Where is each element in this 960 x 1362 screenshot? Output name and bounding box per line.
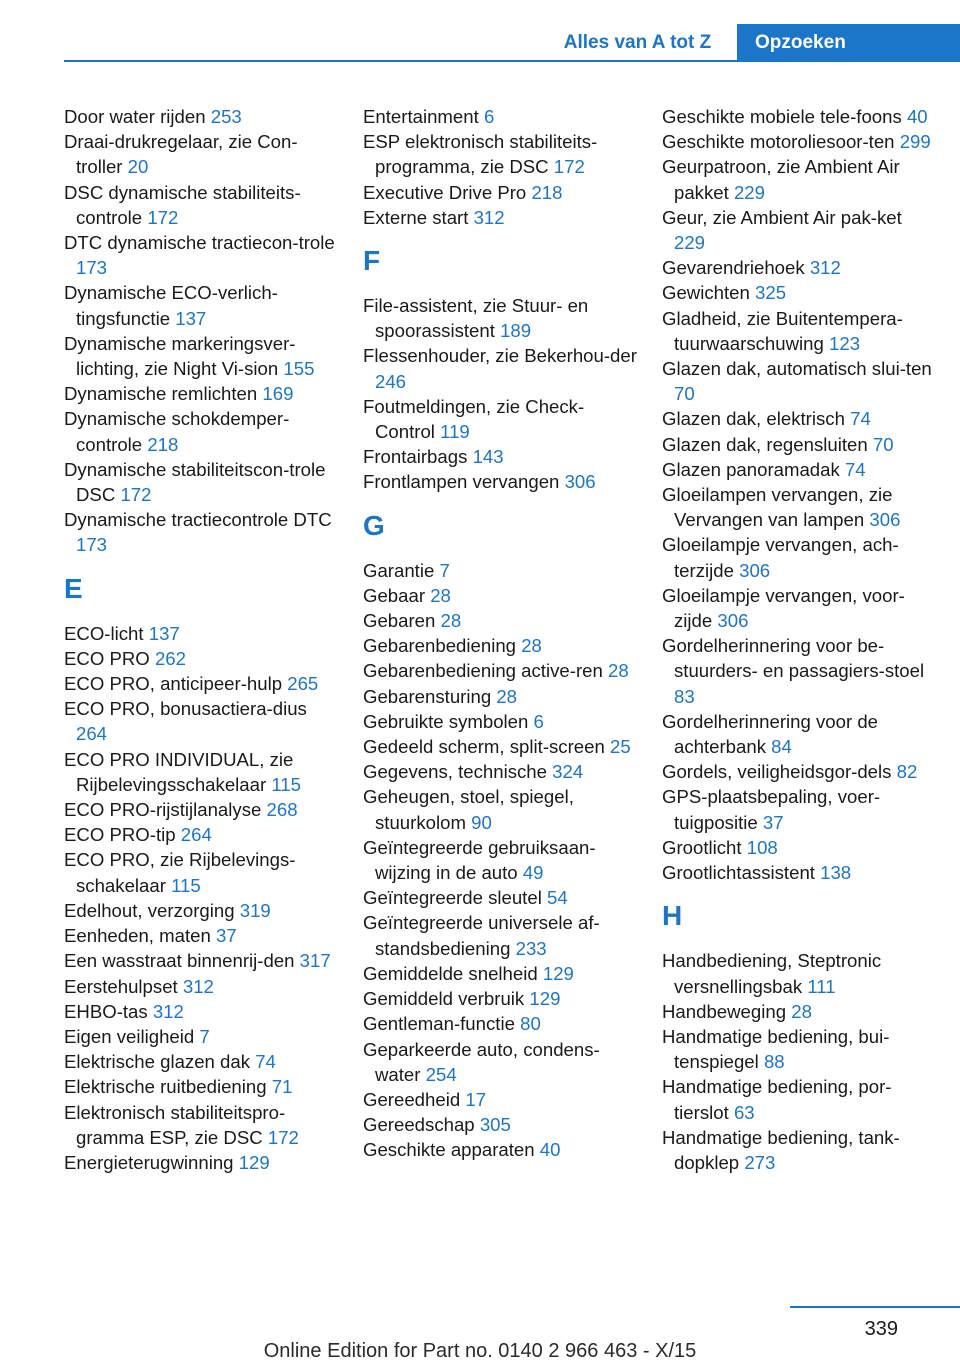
- index-term: Dynamische tractiecontrole DTC: [64, 509, 332, 531]
- page-reference-link[interactable]: 218: [531, 181, 563, 203]
- index-term: Eigen veiligheid: [64, 1025, 195, 1047]
- index-entry: [64, 747, 339, 797]
- index-term: Garantie: [363, 559, 435, 581]
- index-entry: [64, 898, 339, 923]
- page-reference-link[interactable]: 299: [899, 131, 931, 153]
- page-reference-link[interactable]: 172: [147, 206, 179, 228]
- index-entry: [363, 684, 638, 709]
- page-reference-link[interactable]: 137: [175, 307, 207, 329]
- index-term: Glazen dak, elektrisch: [662, 408, 845, 430]
- index-entry: [662, 356, 937, 406]
- index-entry: [64, 381, 339, 406]
- index-entry: [363, 343, 638, 393]
- index-entry: [363, 734, 638, 759]
- page-reference-link[interactable]: 312: [473, 206, 505, 228]
- index-term: ESP elektronisch stabiliteits-programma, zie DSC: [363, 131, 598, 178]
- page-reference-link[interactable]: 253: [210, 106, 242, 127]
- index-term: Geparkeerde auto, condens-water: [363, 1038, 600, 1085]
- index-term: ECO-licht: [64, 622, 144, 644]
- index-entry: [662, 1024, 937, 1074]
- index-term: Gloeilampje vervangen, voor-zijde: [662, 584, 905, 632]
- index-entry: [662, 129, 937, 154]
- index-entry: [662, 306, 937, 356]
- index-entry: [64, 621, 339, 646]
- index-term: Gedeeld scherm, split-screen: [363, 736, 605, 758]
- index-term: File-assistent, zie Stuur- en spoorassistent: [363, 295, 589, 342]
- page-reference-link[interactable]: 115: [271, 773, 301, 795]
- index-entry: [64, 457, 339, 507]
- page-reference-link[interactable]: 254: [425, 1063, 457, 1085]
- page-reference-link[interactable]: 189: [500, 320, 532, 342]
- index-term: Handbeweging: [662, 1000, 787, 1022]
- index-term: Gemiddelde snelheid: [363, 962, 538, 984]
- index-term: Dynamische schokdemper-controle: [64, 408, 290, 455]
- index-term: Glazen dak, automatisch slui-ten: [662, 358, 932, 380]
- index-entry: [64, 1150, 339, 1175]
- index-entry: [64, 948, 339, 973]
- index-term: Energieterugwinning: [64, 1151, 234, 1173]
- page-reference-link[interactable]: 7: [199, 1025, 210, 1047]
- index-term: ECO PRO, bonusactiera-dius: [64, 698, 307, 720]
- index-term: Geschikte motoroliesoor-ten: [662, 131, 895, 153]
- index-term: Executive Drive Pro: [363, 181, 527, 203]
- page-reference-link[interactable]: 172: [120, 484, 152, 506]
- page-reference-link[interactable]: 173: [76, 534, 108, 556]
- page-reference-link[interactable]: 264: [76, 723, 108, 745]
- page-header: [0, 24, 960, 62]
- index-entry: [662, 457, 937, 482]
- edition-note: Online Edition for Part no. 0140 2 966 463 - X/15: [263, 1340, 697, 1362]
- footer-rule: [790, 1306, 960, 1308]
- index-entry: [64, 1074, 339, 1099]
- page-reference-link[interactable]: 172: [267, 1126, 299, 1148]
- index-term: Dynamische stabiliteitscon-trole DSC: [64, 458, 326, 506]
- page-reference-link[interactable]: 312: [182, 975, 214, 997]
- index-entry: [662, 583, 937, 633]
- index-term: Glazen dak, regensluiten: [662, 433, 868, 455]
- page-reference-link[interactable]: 7: [439, 559, 450, 581]
- page-reference-link[interactable]: 246: [375, 370, 407, 392]
- index-entry: [363, 608, 638, 633]
- page-reference-link[interactable]: 88: [763, 1051, 785, 1073]
- index-entry: [64, 923, 339, 948]
- page-reference-link[interactable]: 325: [755, 282, 787, 304]
- page-reference-link[interactable]: 28: [440, 610, 462, 632]
- page-reference-link[interactable]: 319: [239, 899, 271, 921]
- index-entry: [64, 847, 339, 897]
- index-term: GPS-plaatsbepaling, voer-tuigpositie: [662, 786, 881, 833]
- page-reference-link[interactable]: 83: [674, 685, 695, 707]
- index-entry: [363, 180, 638, 205]
- index-term: Grootlicht: [662, 836, 742, 858]
- index-term: ECO PRO, anticipeer-hulp: [64, 673, 283, 695]
- page-reference-link[interactable]: 306: [564, 471, 596, 493]
- index-entry: [662, 948, 937, 998]
- index-term: Flessenhouder, zie Bekerhou-der: [363, 345, 637, 367]
- index-entry: [64, 1024, 339, 1049]
- index-letter-heading: F: [363, 245, 381, 277]
- index-entry: [662, 1125, 937, 1175]
- page-reference-link[interactable]: 115: [171, 874, 201, 896]
- index-entry: [64, 671, 339, 696]
- index-term: Gloeilampje vervangen, ach-terzijde: [662, 534, 899, 581]
- index-term: Gladheid, zie Buitentempera-tuurwaarschuwing: [662, 307, 903, 354]
- index-entry: [662, 104, 937, 129]
- page-reference-link[interactable]: 218: [147, 433, 179, 455]
- index-entry: [363, 104, 638, 129]
- index-entry: [662, 1074, 937, 1124]
- page-number: 339: [864, 1318, 898, 1340]
- index-entry: [363, 1112, 638, 1137]
- index-entry: [662, 860, 937, 885]
- index-entry: [363, 658, 638, 683]
- index-entry: [64, 646, 339, 671]
- index-term: Handbediening, Steptronic versnellingsbak: [662, 950, 882, 997]
- index-column-2: [363, 104, 638, 1163]
- index-entry: [662, 482, 937, 532]
- index-term: Gloeilampen vervangen, zie Vervangen van lampen: [662, 484, 893, 531]
- index-entry: [64, 280, 339, 330]
- index-term: Handmatige bediening, bui-tenspiegel: [662, 1025, 890, 1073]
- index-entry: [64, 822, 339, 847]
- index-entry: [662, 835, 937, 860]
- page-reference-link[interactable]: 324: [552, 761, 584, 783]
- page-reference-link[interactable]: 137: [148, 622, 180, 644]
- index-entry: [363, 469, 638, 494]
- index-column-1: [64, 104, 339, 1175]
- index-entry: [662, 154, 937, 204]
- index-entry: [363, 394, 638, 444]
- page-reference-link[interactable]: 143: [472, 446, 504, 468]
- index-entry: [662, 532, 937, 582]
- index-entry: [363, 444, 638, 469]
- page-reference-link[interactable]: 74: [844, 458, 866, 480]
- index-column-3: [662, 104, 937, 1175]
- index-entry: [64, 797, 339, 822]
- index-entry: [363, 986, 638, 1011]
- index-entry: [363, 583, 638, 608]
- page-reference-link[interactable]: 71: [271, 1076, 293, 1098]
- page-reference-link[interactable]: 233: [515, 937, 547, 959]
- index-term: Geïntegreerde universele af-standsbediening: [363, 912, 600, 959]
- page-reference-link[interactable]: 74: [850, 408, 871, 430]
- page-reference-link[interactable]: 108: [746, 836, 778, 858]
- index-entry: [662, 759, 937, 784]
- index-term: Gebarensturing: [363, 685, 492, 707]
- index-term: Handmatige bediening, tank-dopklep: [662, 1126, 900, 1173]
- index-entry: [64, 974, 339, 999]
- index-entry: [662, 784, 937, 834]
- header-rule: [64, 60, 960, 62]
- index-entry: [662, 255, 937, 280]
- index-term: Geheugen, stoel, spiegel, stuurkolom: [363, 786, 574, 833]
- page-reference-link[interactable]: 40: [539, 1139, 561, 1161]
- index-term: Geurpatroon, zie Ambient Air pakket: [662, 156, 900, 203]
- index-term: Grootlichtassistent: [662, 862, 815, 884]
- index-term: EHBO-tas: [64, 1000, 148, 1022]
- index-entry: [662, 999, 937, 1024]
- index-term: Frontairbags: [363, 446, 468, 468]
- index-entry: [363, 205, 638, 230]
- index-entry: [662, 633, 937, 709]
- index-entry: [363, 835, 638, 885]
- index-term: Glazen panoramadak: [662, 458, 840, 480]
- index-term: Gordels, veiligheidsgor-dels: [662, 761, 892, 783]
- page-reference-link[interactable]: 25: [610, 736, 631, 758]
- index-entry: [64, 129, 339, 179]
- index-term: Draai-drukregelaar, zie Con-troller: [64, 131, 298, 178]
- page-reference-link[interactable]: 6: [483, 106, 495, 127]
- page-reference-link[interactable]: 49: [522, 862, 544, 884]
- index-term: Gegevens, technische: [363, 761, 547, 783]
- index-term: Elektronisch stabiliteitspro-gramma ESP, zie DSC: [64, 1101, 286, 1148]
- index-term: Edelhout, verzorging: [64, 899, 235, 921]
- index-term: Geschikte mobiele tele-foons: [662, 106, 902, 127]
- index-term: Door water rijden: [64, 106, 206, 127]
- index-term: Geur, zie Ambient Air pak-ket: [662, 206, 902, 228]
- page-reference-link[interactable]: 305: [479, 1114, 511, 1136]
- index-term: Gebarenbediening: [363, 635, 517, 657]
- index-term: Dynamische remlichten: [64, 383, 258, 405]
- page-reference-link[interactable]: 28: [521, 635, 542, 657]
- index-entry: [64, 406, 339, 456]
- chapter-tab: Opzoeken: [737, 24, 960, 62]
- index-term: Gebruikte symbolen: [363, 710, 529, 732]
- index-term: Eerstehulpset: [64, 975, 178, 997]
- index-term: Geïntegreerde gebruiksaan-wijzing in de auto: [363, 836, 596, 884]
- index-letter-heading: E: [64, 572, 83, 604]
- index-term: Handmatige bediening, por-tierslot: [662, 1076, 892, 1123]
- index-entry: [64, 230, 339, 280]
- index-entry: [662, 432, 937, 457]
- page-reference-link[interactable]: 17: [465, 1088, 487, 1110]
- page-reference-link[interactable]: 82: [896, 761, 918, 783]
- index-entry: [363, 1037, 638, 1087]
- page-reference-link[interactable]: 37: [762, 811, 784, 833]
- index-entry: [64, 696, 339, 746]
- page-reference-link[interactable]: 264: [180, 824, 212, 846]
- page-reference-link[interactable]: 273: [744, 1151, 776, 1173]
- page-reference-link[interactable]: 111: [807, 975, 836, 997]
- page-reference-link[interactable]: 173: [76, 257, 108, 279]
- index-term: Gevarendriehoek: [662, 257, 805, 279]
- page-reference-link[interactable]: 28: [430, 584, 451, 606]
- index-term: DSC dynamische stabiliteits-controle: [64, 181, 301, 228]
- page-reference-link[interactable]: 40: [906, 106, 928, 127]
- page-reference-link[interactable]: 306: [739, 559, 771, 581]
- index-term: ECO PRO: [64, 647, 150, 669]
- index-term: Geïntegreerde sleutel: [363, 887, 542, 909]
- page-reference-link[interactable]: 262: [154, 647, 186, 669]
- page-reference-link[interactable]: 306: [869, 509, 901, 531]
- index-entry: [363, 129, 638, 179]
- page-reference-link[interactable]: 123: [829, 332, 861, 354]
- index-term: Eenheden, maten: [64, 925, 211, 947]
- index-entry: [363, 293, 638, 343]
- page-reference-link[interactable]: 90: [471, 811, 492, 833]
- index-term: Externe start: [363, 206, 469, 228]
- page-reference-link[interactable]: 317: [299, 950, 331, 972]
- index-term: Gordelherinnering voor de achterbank: [662, 710, 879, 758]
- index-entry: [363, 910, 638, 960]
- index-term: Gewichten: [662, 282, 750, 304]
- page-reference-link[interactable]: 172: [553, 156, 585, 178]
- page-reference-link[interactable]: 155: [283, 358, 315, 380]
- index-term: ECO PRO-tip: [64, 824, 176, 846]
- index-term: Een wasstraat binnenrij-den: [64, 950, 295, 972]
- page-reference-link[interactable]: 119: [440, 421, 470, 443]
- page-reference-link[interactable]: 169: [262, 383, 294, 405]
- index-entry: [64, 507, 339, 557]
- index-entry: [363, 885, 638, 910]
- index-entry: [363, 759, 638, 784]
- index-entry: [64, 999, 339, 1024]
- index-term: Dynamische ECO-verlich-tingsfunctie: [64, 282, 278, 329]
- index-entry: [363, 1087, 638, 1112]
- page-reference-link[interactable]: 20: [127, 156, 149, 178]
- page-reference-link[interactable]: 63: [733, 1101, 755, 1123]
- index-term: Geschikte apparaten: [363, 1139, 535, 1161]
- index-letter-heading: H: [662, 900, 683, 932]
- index-term: Elektrische ruitbediening: [64, 1076, 267, 1098]
- index-term: ECO PRO INDIVIDUAL, zie Rijbelevingsschakelaar: [64, 748, 294, 795]
- index-entry: [363, 633, 638, 658]
- index-entry: [363, 1137, 638, 1162]
- index-term: Gemiddeld verbruik: [363, 988, 525, 1010]
- index-entry: [64, 331, 339, 381]
- page-reference-link[interactable]: 28: [607, 660, 629, 682]
- index-term: Foutmeldingen, zie Check-Control: [363, 395, 585, 443]
- index-term: Gebarenbediening active-ren: [363, 660, 603, 682]
- page-reference-link[interactable]: 129: [542, 962, 574, 984]
- page-reference-link[interactable]: 229: [733, 181, 765, 203]
- index-letter-heading: G: [363, 509, 385, 541]
- index-term: Entertainment: [363, 106, 479, 127]
- index-term: Gebaar: [363, 584, 426, 606]
- index-term: Frontlampen vervangen: [363, 471, 560, 493]
- page-reference-link[interactable]: 138: [820, 862, 852, 884]
- index-term: ECO PRO, zie Rijbelevings-schakelaar: [64, 849, 296, 896]
- page-reference-link[interactable]: 268: [266, 799, 298, 821]
- page-reference-link[interactable]: 74: [255, 1051, 276, 1073]
- index-term: Gordelherinnering voor be-stuurders- en passagiers-stoel: [662, 635, 925, 682]
- page-reference-link[interactable]: 37: [215, 925, 237, 947]
- index-term: Gereedheid: [363, 1088, 461, 1110]
- index-entry: [363, 961, 638, 986]
- index-entry: [64, 180, 339, 230]
- page-reference-link[interactable]: 28: [496, 685, 518, 707]
- index-entry: [363, 1011, 638, 1036]
- page-reference-link[interactable]: 84: [771, 736, 792, 758]
- index-entry: [662, 406, 937, 431]
- page-reference-link[interactable]: 306: [717, 610, 749, 632]
- page-reference-link[interactable]: 129: [238, 1151, 270, 1173]
- page-reference-link[interactable]: 312: [152, 1000, 184, 1022]
- page-reference-link[interactable]: 70: [674, 383, 695, 405]
- index-term: Elektrische glazen dak: [64, 1051, 251, 1073]
- section-title: Alles van A tot Z: [563, 32, 712, 53]
- index-entry: [662, 709, 937, 759]
- index-term: ECO PRO-rijstijlanalyse: [64, 799, 262, 821]
- index-term: Gentleman-functie: [363, 1013, 515, 1035]
- index-entry: [662, 280, 937, 305]
- index-entry: [363, 784, 638, 834]
- index-entry: [64, 1049, 339, 1074]
- index-entry: [363, 709, 638, 734]
- page-reference-link[interactable]: 54: [547, 887, 568, 909]
- index-entry: [64, 1100, 339, 1150]
- index-entry: [64, 104, 339, 129]
- page-reference-link[interactable]: 80: [520, 1013, 541, 1035]
- index-term: Dynamische markeringsver-lichting, zie Night Vi-sion: [64, 332, 296, 380]
- index-term: Gebaren: [363, 610, 436, 632]
- page-reference-link[interactable]: 70: [872, 433, 894, 455]
- page-reference-link[interactable]: 129: [529, 988, 561, 1010]
- index-term: Gereedschap: [363, 1114, 475, 1136]
- page-reference-link[interactable]: 265: [287, 673, 319, 695]
- page-reference-link[interactable]: 6: [533, 710, 544, 732]
- index-term: DTC dynamische tractiecon-trole: [64, 232, 335, 254]
- page-reference-link[interactable]: 312: [809, 257, 841, 279]
- index-entry: [662, 205, 937, 255]
- page-reference-link[interactable]: 229: [674, 232, 706, 254]
- page-reference-link[interactable]: 28: [791, 1000, 812, 1022]
- index-entry: [363, 558, 638, 583]
